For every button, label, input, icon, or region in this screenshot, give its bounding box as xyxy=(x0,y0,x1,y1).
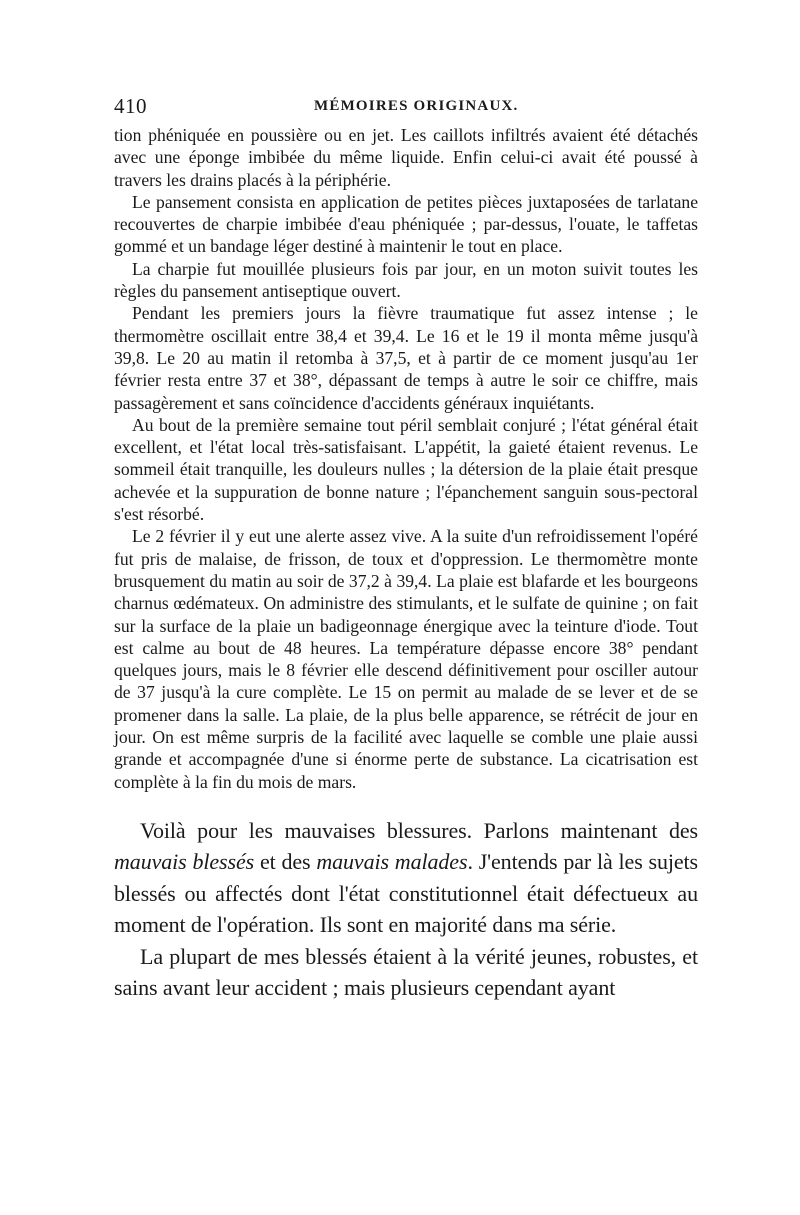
page-header xyxy=(114,94,698,124)
text-run: Voilà pour les mauvaises blessures. Parlons maintenant des xyxy=(140,817,698,843)
italic-phrase: mauvais malades xyxy=(316,849,468,875)
paragraph: tion phéniquée en poussière ou en jet. Les caillots infiltrés avaient été détachés avec une éponge imbibée du même liquide. Enfin celui-ci avait été poussé à travers les drains placés à la périphérie. xyxy=(114,125,698,190)
paragraph: Pendant les premiers jours la fièvre traumatique fut assez intense ; le thermomètre oscillait entre 38,4 et 39,4. Le 16 et le 19 il monta même jusqu'à 39,8. Le 20 au matin il retomba à 37,5, et à partir de ce moment jusqu'au 1er février resta entre 37 et 38°, dépassant de temps à autre le soir ce chiffre, mais passagèrement et sans coïncidence d'accidents généraux inquiétants. xyxy=(114,303,698,413)
text-run: . J'entends par là les sujets blessés ou affectés dont l'état constitutionnel était défectueux au moment de l'opération. Ils sont en majorité dans ma série. xyxy=(114,849,699,938)
paragraph: Le 2 février il y eut une alerte assez vive. A la suite d'un refroidissement l'opéré fut pris de malaise, de frisson, de toux et d'oppression. Le thermomètre monte brusquement du matin au soir de 37,2 à 39,4. La plaie est blafarde et les bourgeons charnus œdémateux. On administre des stimulants, et le sulfate de quinine ; on fait sur la surface de la plaie un badigeonnage énergique avec la teinture d'iode. Tout est calme au bout de 48 heures. La température dépasse encore 38° pendant quelques jours, mais le 8 février elle descend définitivement pour osciller autour de 37 jusqu'à la cure complète. Le 15 on permit au malade de se lever et de se promener dans la salle. La plaie, de la plus belle apparence, se rétrécit de jour en jour. On est même surpris de la facilité avec laquelle se comble une plaie aussi grande et accompagnée d'une si énorme perte de substance. La cicatrisation est complète à la fin du mois de mars. xyxy=(114,526,698,792)
paragraph: Au bout de la première semaine tout péril semblait conjuré ; l'état général était excellent, et l'état local très-satisfaisant. L'appétit, la gaieté étaient revenus. Le sommeil était tranquille, les douleurs nulles ; la détersion de la plaie était presque achevée et la suppuration de bonne nature ; l'épanchement sanguin sous-pectoral s'est résorbé. xyxy=(114,414,698,525)
paragraph: Le pansement consista en application de petites pièces juxtaposées de tarlatane recouvertes de charpie imbibée d'eau phéniquée ; par-dessus, l'ouate, le taffetas gommé et un bandage léger destiné à maintenir le tout en place. xyxy=(114,191,698,257)
text-run: et des xyxy=(254,849,317,875)
paragraph xyxy=(114,815,698,941)
paragraph: La plupart de mes blessés étaient à la vérité jeunes, robustes, et sains avant leur accident ; mais plusieurs cependant ayant xyxy=(114,943,698,1000)
running-title: MÉMOIRES ORIGINAUX. xyxy=(314,98,519,114)
paragraph: La charpie fut mouillée plusieurs fois par jour, en un moton suivit toutes les règles du pansement antiseptique ouvert. xyxy=(114,258,698,302)
book-page xyxy=(114,94,698,1003)
small-print-section xyxy=(114,124,698,793)
italic-phrase: mauvais blessés xyxy=(114,849,255,875)
page-number: 410 xyxy=(114,94,147,118)
large-print-section xyxy=(114,815,698,1003)
